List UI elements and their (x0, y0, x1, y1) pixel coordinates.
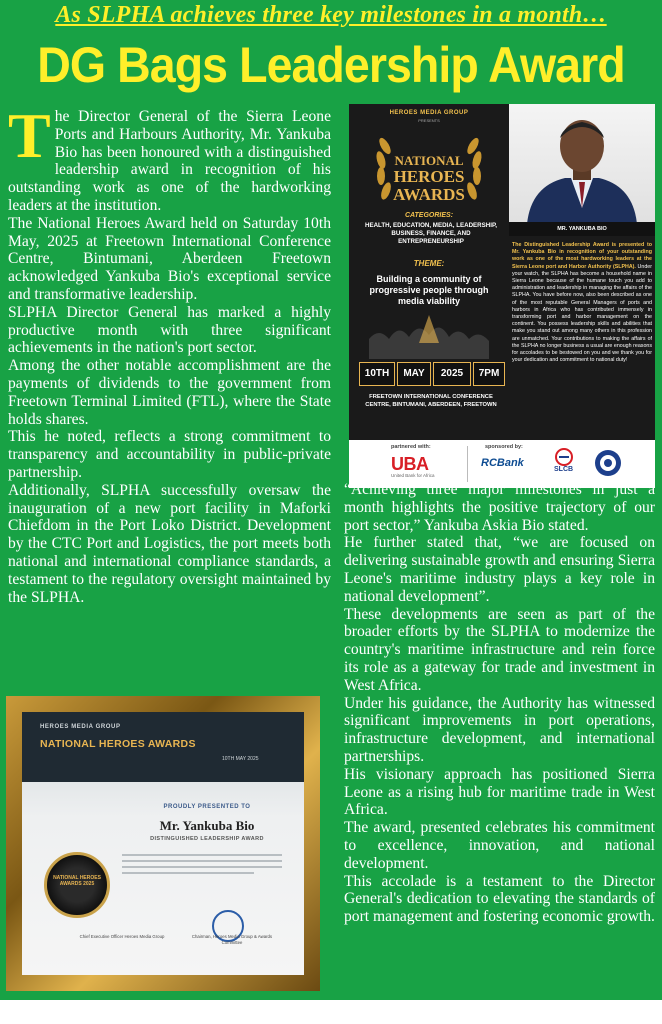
sponsored-label: sponsored by: (485, 444, 523, 450)
certificate-award-name: DISTINGUISHED LEADERSHIP AWARD (150, 836, 264, 842)
award-seal-icon (44, 852, 110, 918)
main-headline: DG Bags Leadership Award (37, 37, 625, 93)
certificate-org: HEROES MEDIA GROUP (40, 724, 121, 730)
poster-date-bar (359, 362, 504, 384)
poster-award-line2: HEROES AWARDS (393, 167, 465, 204)
uba-logo: UBA (391, 454, 429, 474)
signature-chairman: Chairman, Heroes Media Group & Awards Committee (191, 934, 273, 945)
sponsor-divider (467, 446, 468, 482)
right-paragraph-4: Under his guidance, the Authority has witnessed significant improvements in port operations, infrastructure development, and international partnerships. (344, 694, 655, 765)
partnered-label: partnered with: (391, 444, 431, 450)
poster-award-line1: NATIONAL (394, 153, 464, 168)
certificate-title: NATIONAL HEROES AWARDS (40, 738, 196, 750)
rcbank-logo: RCBank (481, 457, 524, 469)
certificate-date: 10TH MAY 2025 (222, 756, 259, 762)
poster-presents: PRESENTS (418, 118, 440, 123)
signature-ceo: Chief Executive Officer Heroes Media Group (79, 934, 165, 939)
citation-body: Under your watch, the SLPHA has become a household name in Sierra Leone because of the humane touch you add to administration and leadership in managing the affairs of the SLPHA. You have before now, also been described as one of the most reputable General Managers of ports and harbors in Africa who has contributed immensely in transforming port and harbor management on the continent. You possess leadership skills and abilities that make you stand out among many others in this profession are unmatched. Your contributions to making the affairs of the SLPHA no longer business a usual are enough reasons for accolades to be bestowed on you and we thank you for your dedication and commitment to national duty! (512, 263, 652, 364)
seal-logo-icon (593, 448, 623, 478)
paragraph-2: The National Heroes Award held on Saturday 10th May, 2025 at Freetown International Conference Centre, Bintumani, Aberdeen Freetown acknowledged Yankuba Bio's exceptional service and transformative leadership. (8, 214, 331, 303)
right-paragraph-2: He further stated that, “we are focused on delivering sustainable growth and ensuring Sierra Leone's maritime industry plays a key role in national development”. (344, 534, 655, 605)
left-article-column (8, 100, 331, 606)
poster-categories-label: CATEGORIES: (404, 212, 454, 219)
paragraph-intro (8, 100, 331, 215)
award-poster-image (349, 104, 655, 488)
right-paragraph-5: His visionary approach has positioned Sierra Leone as a rising hub for maritime trade in West Africa. (344, 765, 655, 819)
slcb-logo: SLCB (554, 466, 574, 473)
paragraph-3: SLPHA Director General has marked a highly productive month with three significant achievements in the nation's port sector. (8, 303, 331, 357)
crowd-silhouette-icon (369, 309, 489, 359)
paragraph-4: Among the other notable accomplishment are the payments of dividends to the government from Freetown Terminal Limited (FTL), where the State holds shares. (8, 357, 331, 428)
poster-org: HEROES MEDIA GROUP (389, 110, 469, 116)
right-paragraph-6: The award, presented celebrates his commitment to excellence, innovation, and national development. (344, 819, 655, 872)
seal-text: NATIONAL HEROES AWARDS 2025 (53, 875, 101, 887)
person-silhouette-icon (509, 104, 655, 224)
poster-date-day: 10TH (359, 362, 395, 386)
right-paragraph-1: “Achieving three major milestones in just a month highlights the positive trajectory of our port sector,” Yankuba Askia Bio stated. (344, 481, 655, 534)
framed-certificate-photo (6, 696, 320, 991)
uba-subtitle: United Bank for Africa (391, 473, 435, 478)
poster-venue: FREETOWN INTERNATIONAL CONFERENCE CENTRE, BINTUMANI, ABERDEEN, FREETOWN (365, 394, 497, 408)
poster-date-time: 7PM (473, 362, 505, 386)
slcb-emblem-icon (554, 448, 574, 466)
right-paragraph-3: These developments are seen as part of the broader efforts by the SLPHA to modernize the country's maritime infrastructure and rein force its role as a gateway for trade and investment in West Africa. (344, 605, 655, 694)
right-paragraph-7: This accolade is a testament to the Director General's dedication to elevating the standards of port management and fostering economic growth. (344, 872, 655, 926)
paragraph-6: Additionally, SLPHA successfully oversaw the inauguration of a new port facility in Maforki Chiefdom in the Port Loko District. Development by the CTC Port and Logistics, the port meets both national and international compliance standards, a testament to the regulatory oversight maintained by the SLPHA. (8, 481, 331, 606)
kicker-headline: As SLPHA achieves three key milestones in a month… (55, 2, 607, 28)
certificate-presented-to: PROUDLY PRESENTED TO (163, 804, 251, 810)
poster-theme-label: THEME: (413, 259, 445, 268)
poster-categories: HEALTH, EDUCATION, MEDIA, LEADERSHIP, BUSINESS, FINANCE, AND ENTREPRENEURSHIP (364, 222, 497, 245)
paragraph-5: This he noted, reflects a strong commitment to transparency and accountability in public-private partnership. (8, 428, 331, 481)
poster-date-year: 2025 (433, 362, 471, 386)
citation-lead: The Distinguished Leadership Award is presented to Mr. Yankuba Bio in recognition of your outstanding work as one of the most hardworking leaders at the Sierra Leone port and Harbor Authority (SLPHA). (512, 242, 652, 270)
intro-text: he Director General of the Sierra Leone Ports and Harbours Authority, Mr. Yankuba Bio has been honoured with a distinguished leadership award in recognition of his outstanding work as one of the hardworking leaders at the institution. (8, 108, 331, 214)
poster-theme: Building a community of progressive people through media viability (369, 274, 489, 306)
certificate-recipient: Mr. Yankuba Bio (159, 818, 255, 833)
poster-citation (512, 242, 652, 364)
portrait-name-bar: MR. YANKUBA BIO (509, 222, 655, 236)
portrait-photo (509, 104, 655, 224)
poster-date-month: MAY (397, 362, 431, 386)
drop-cap: T (8, 100, 51, 171)
certificate (22, 712, 304, 975)
right-article-column (344, 481, 655, 926)
